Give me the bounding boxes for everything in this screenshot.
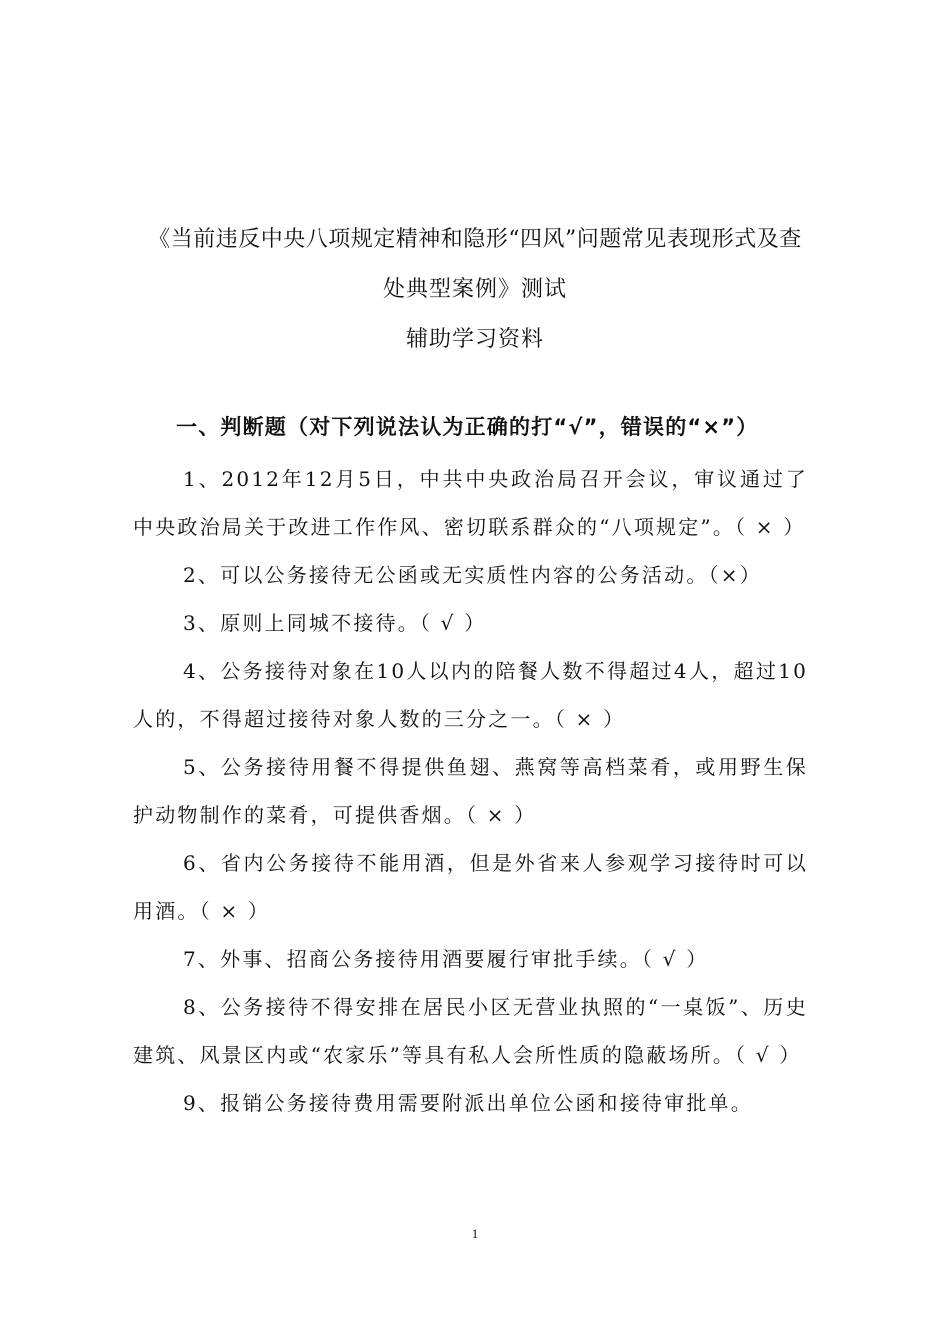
answer-close: ） xyxy=(779,1043,802,1067)
question-item xyxy=(133,551,808,599)
question-text: 8、公务接待不得安排在居民小区无营业执照的“一桌饭”、历史建筑、风景区内或“农家乐”等具有私人会所性质的隐蔽场所。（ xyxy=(133,995,808,1067)
question-text: 2、可以公务接待无公函或无实质性内容的公务活动。（ xyxy=(183,563,721,587)
answer-mark: × xyxy=(747,515,784,539)
answer-mark: √ xyxy=(654,947,687,971)
question-item xyxy=(133,1079,808,1127)
question-item xyxy=(133,455,808,551)
question-item xyxy=(133,983,808,1079)
answer-close: ） xyxy=(247,899,271,923)
subtitle: 辅助学习资料 xyxy=(405,327,544,352)
question-item xyxy=(133,599,808,647)
question-item xyxy=(133,647,808,743)
question-item xyxy=(133,839,808,935)
question-item xyxy=(133,743,808,839)
question-text: 6、省内公务接待不能用酒，但是外省来人参观学习接待时可以用酒。（ xyxy=(133,851,808,923)
question-text: 7、外事、招商公务接待用酒要履行审批手续。（ xyxy=(183,947,655,971)
answer-close: ） xyxy=(783,515,806,539)
title-line-1: 《当前违反中央八项规定精神和隐形“四风”问题常见表现形式及查 xyxy=(148,227,802,252)
question-text: 9、报销公务接待费用需要附派出单位公函和接待审批单。 xyxy=(183,1091,753,1115)
document-title xyxy=(0,215,950,365)
answer-close: ） xyxy=(603,707,626,731)
section-heading: 一、判断题（对下列说法认为正确的打“√”，错误的“×”） xyxy=(176,415,759,439)
page-number: 1 xyxy=(471,1226,479,1241)
question-text: 1、2012年12月5日，中共中央政治局召开会议，审议通过了中央政治局关于改进工作作风、密切联系群众的“八项规定”。（ xyxy=(133,467,808,539)
answer-mark: × xyxy=(478,803,515,827)
question-item xyxy=(133,935,808,983)
answer-mark: × xyxy=(720,563,740,587)
question-text: 4、公务接待对象在10人以内的陪餐人数不得超过4人，超过10人的，不得超过接待对象人数的三分之一。（ xyxy=(133,659,808,731)
answer-close: ） xyxy=(739,563,762,587)
question-text: 5、公务接待用餐不得提供鱼翅、燕窝等高档菜肴，或用野生保护动物制作的菜肴，可提供香烟。（ xyxy=(133,755,808,827)
question-text: 3、原则上同城不接待。（ xyxy=(183,611,433,635)
answer-mark: × xyxy=(567,707,604,731)
answer-close: ） xyxy=(514,803,537,827)
answer-close: ） xyxy=(686,947,709,971)
answer-mark: √ xyxy=(432,611,465,635)
answer-mark: × xyxy=(211,899,248,923)
answer-close: ） xyxy=(464,611,487,635)
title-line-2: 处典型案例》测试 xyxy=(382,277,567,302)
answer-mark: √ xyxy=(747,1043,780,1067)
question-list xyxy=(133,455,808,1127)
